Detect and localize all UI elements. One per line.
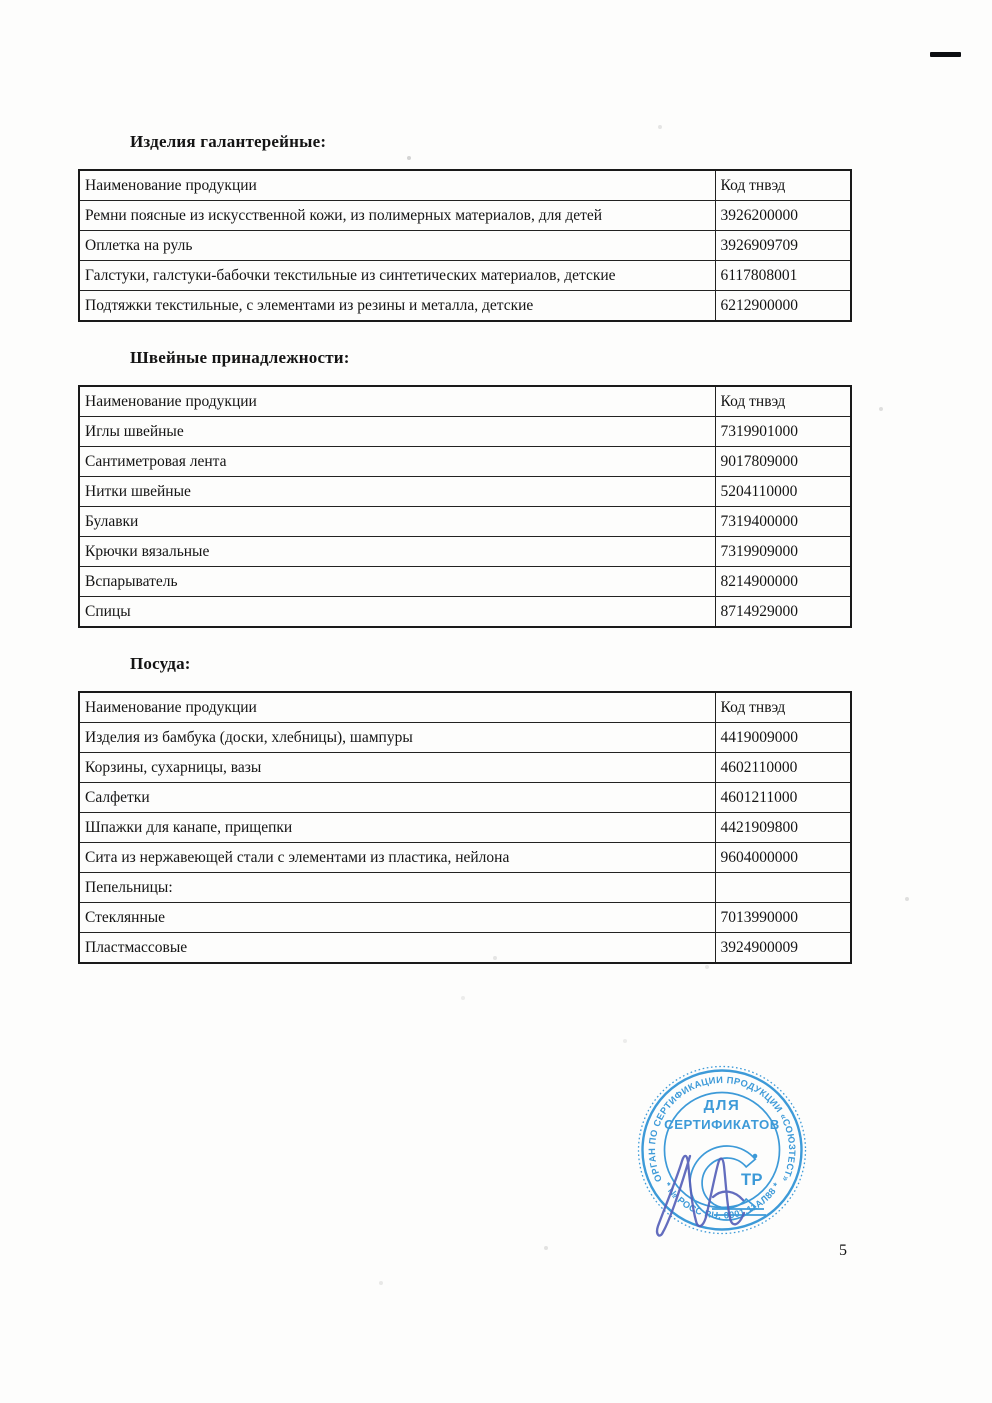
product-code-cell: 9604000000 xyxy=(715,843,851,873)
table-row xyxy=(79,567,851,597)
product-code-cell: 6117808001 xyxy=(715,261,851,291)
table-row xyxy=(79,933,851,964)
product-code-cell: 7319901000 xyxy=(715,417,851,447)
table-row xyxy=(79,843,851,873)
stamp-top-arc-text: ОРГАН ПО СЕРТИФИКАЦИИ ПРОДУКЦИИ «СОЮЗТЕСТ» xyxy=(646,1074,798,1184)
scan-speckles xyxy=(0,0,2,2)
product-name-cell: Нитки швейные xyxy=(79,477,715,507)
table-row xyxy=(79,507,851,537)
product-code-cell: 3926200000 xyxy=(715,201,851,231)
product-code-cell xyxy=(715,873,851,903)
product-code-cell: 4601211000 xyxy=(715,783,851,813)
table-row xyxy=(79,903,851,933)
table-row xyxy=(79,597,851,628)
product-code-cell: 5204110000 xyxy=(715,477,851,507)
product-name-cell: Вспарыватель xyxy=(79,567,715,597)
document-section xyxy=(78,132,852,322)
product-name-cell: Иглы швейные xyxy=(79,417,715,447)
product-name-cell: Пепельницы: xyxy=(79,873,715,903)
column-header-name: Наименование продукции xyxy=(79,692,715,723)
section-heading: Швейные принадлежности: xyxy=(130,348,350,367)
product-name-cell: Сита из нержавеющей стали с элементами из пластика, нейлона xyxy=(79,843,715,873)
document-section xyxy=(78,348,852,628)
product-name-cell: Сантиметровая лента xyxy=(79,447,715,477)
product-code-cell: 8214900000 xyxy=(715,567,851,597)
table-row xyxy=(79,261,851,291)
product-name-cell: Шпажки для канапе, прищепки xyxy=(79,813,715,843)
str-mark-dot xyxy=(753,1154,758,1159)
stamp-center-line1: ДЛЯ xyxy=(703,1097,741,1114)
table-row xyxy=(79,201,851,231)
product-name-cell: Галстуки, галстуки-бабочки текстильные из синтетических материалов, детские xyxy=(79,261,715,291)
section-heading: Посуда: xyxy=(130,654,191,673)
column-header-name: Наименование продукции xyxy=(79,170,715,201)
product-code-cell: 8714929000 xyxy=(715,597,851,628)
product-name-cell: Корзины, сухарницы, вазы xyxy=(79,753,715,783)
product-table xyxy=(78,169,852,322)
product-code-cell: 4419009000 xyxy=(715,723,851,753)
product-name-cell: Ремни поясные из искусственной кожи, из полимерных материалов, для детей xyxy=(79,201,715,231)
product-name-cell: Пластмассовые xyxy=(79,933,715,964)
table-row xyxy=(79,753,851,783)
product-table xyxy=(78,691,852,964)
product-name-cell: Подтяжки текстильные, с элементами из резины и металла, детские xyxy=(79,291,715,322)
product-name-cell: Булавки xyxy=(79,507,715,537)
product-table xyxy=(78,385,852,628)
table-header-row xyxy=(79,692,851,723)
product-name-cell: Стеклянные xyxy=(79,903,715,933)
column-header-code: Код тнвэд xyxy=(715,692,851,723)
table-row xyxy=(79,537,851,567)
product-name-cell: Изделия из бамбука (доски, хлебницы), шампуры xyxy=(79,723,715,753)
section-heading: Изделия галантерейные: xyxy=(130,132,327,151)
table-row xyxy=(79,447,851,477)
table-header-row xyxy=(79,386,851,417)
product-name-cell: Крючки вязальные xyxy=(79,537,715,567)
certification-stamp xyxy=(616,1044,830,1258)
table-row xyxy=(79,291,851,322)
column-header-name: Наименование продукции xyxy=(79,386,715,417)
product-code-cell: 7319909000 xyxy=(715,537,851,567)
table-row xyxy=(79,813,851,843)
table-row xyxy=(79,417,851,447)
stamp-bottom-arc-text: * № РОСС RU. 0001.11АЛ88 * xyxy=(662,1180,782,1221)
table-row xyxy=(79,477,851,507)
product-name-cell: Оплетка на руль xyxy=(79,231,715,261)
product-code-cell: 7013990000 xyxy=(715,903,851,933)
table-row xyxy=(79,723,851,753)
table-row xyxy=(79,231,851,261)
product-code-cell: 3924900009 xyxy=(715,933,851,964)
sections xyxy=(78,132,852,990)
page-number: 5 xyxy=(839,1242,847,1259)
column-header-code: Код тнвэд xyxy=(715,170,851,201)
document-section xyxy=(78,654,852,964)
product-code-cell: 9017809000 xyxy=(715,447,851,477)
str-mark-letters: ТР xyxy=(740,1171,764,1189)
product-code-cell: 6212900000 xyxy=(715,291,851,322)
product-code-cell: 4421909800 xyxy=(715,813,851,843)
column-header-code: Код тнвэд xyxy=(715,386,851,417)
product-code-cell: 4602110000 xyxy=(715,753,851,783)
table-row xyxy=(79,873,851,903)
table-row xyxy=(79,783,851,813)
signature xyxy=(657,1156,744,1236)
product-code-cell: 7319400000 xyxy=(715,507,851,537)
stamp-center-line2: СЕРТИФИКАТОВ xyxy=(664,1117,780,1132)
product-name-cell: Салфетки xyxy=(79,783,715,813)
product-code-cell: 3926909709 xyxy=(715,231,851,261)
scan-dash-mark xyxy=(930,52,961,57)
table-header-row xyxy=(79,170,851,201)
product-name-cell: Спицы xyxy=(79,597,715,628)
